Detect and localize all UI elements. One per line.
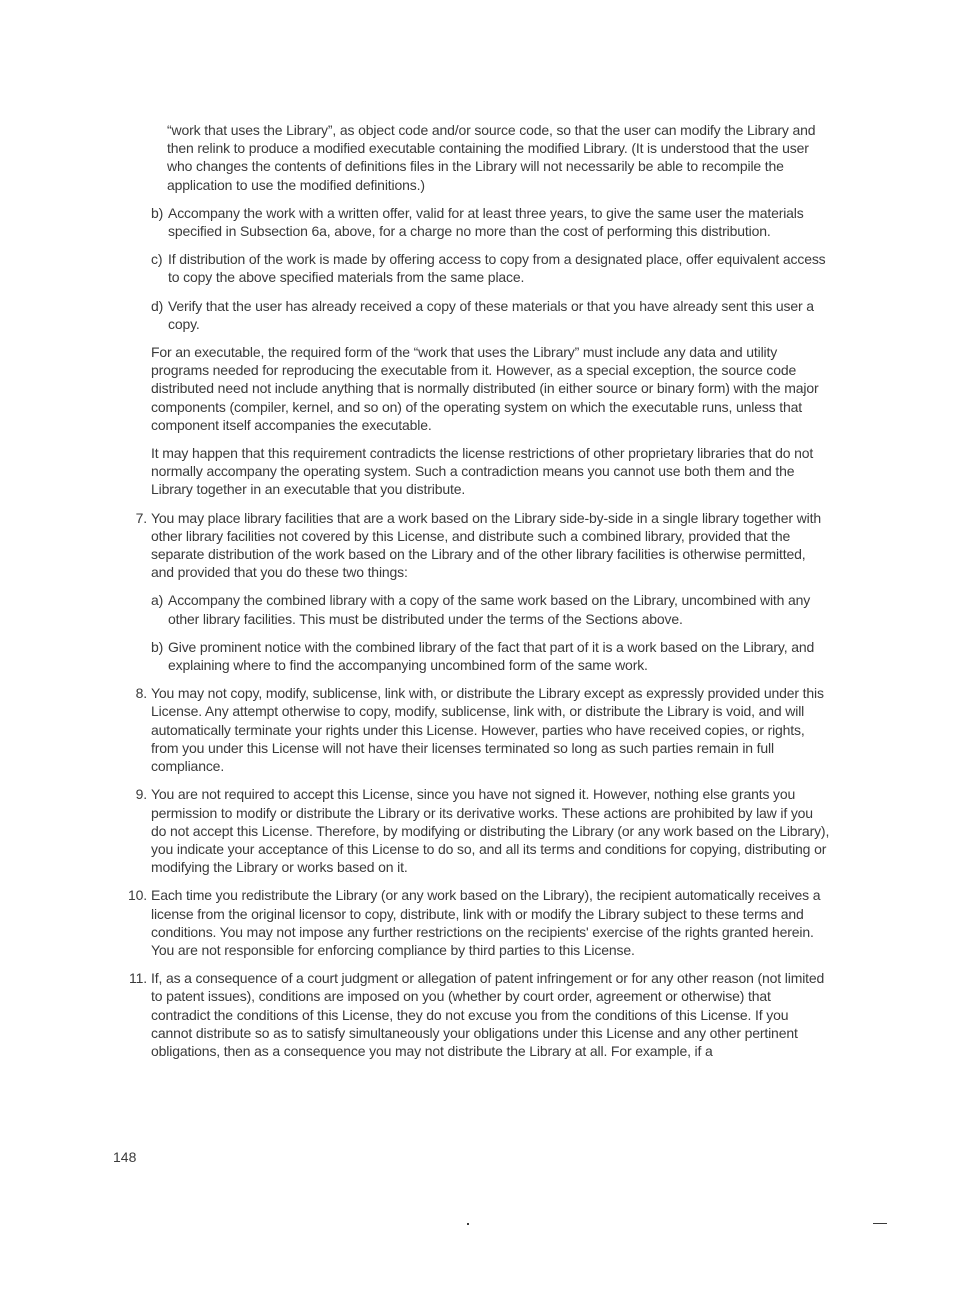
- subsection-text: If distribution of the work is made by offering access to copy from a designated place, offer equivalent access to copy the above specified materials from the same place.: [168, 251, 826, 286]
- section-text: You may place library facilities that are a work based on the Library side-by-side in a single library together with other library facilities not covered by this License, and distribute such a combined library, provided that the separate distribution of the work based on the Library and of the other library facilities is otherwise permitted, and provided that you do these two things:: [151, 509, 821, 581]
- crop-mark: [873, 1223, 887, 1224]
- subsection-text: Accompany the combined library with a copy of the same work based on the Library, uncombined with any other library facilities. This must be distributed under the terms of the Sections above.: [168, 592, 811, 627]
- section-number: 8.: [135, 685, 147, 702]
- page-number: 148: [113, 1149, 137, 1165]
- subsection-marker: c): [151, 251, 163, 268]
- continued-subsection-text: “work that uses the Library”, as object code and/or source code, so that the user can modify the Library and then relink to produce a modified executable containing the modified Library. (It is understood that the user who changes the contents of definitions files in the Library will not necessarily be able to recompile the application to use the modified definitions.): [167, 122, 816, 193]
- section-text: If, as a consequence of a court judgment or allegation of patent infringement or for any other reason (not limited to patent issues), conditions are imposed on you (whether by court order, agreement or otherwise) that contradict the conditions of this License, they do not excuse you from the conditions of this License. If you cannot distribute so as to satisfy simultaneously your obligations under this License and any other pertinent obligations, then as a consequence you may not distribute the Library at all. For example, if a: [151, 970, 825, 1059]
- section-text: Each time you redistribute the Library (or any work based on the Library), the recipient automatically receives a license from the original licensor to copy, distribute, link with or modify the Library subject to these terms and conditions. You may not impose any further restrictions on the recipients' exercise of the rights granted herein. You are not responsible for enforcing compliance by third parties to this License.: [151, 887, 821, 958]
- subsection-marker: a): [151, 592, 164, 609]
- subsection-text: Give prominent notice with the combined library of the fact that part of it is a work based on the Library, and explaining where to find the accompanying uncombined form of the same work.: [168, 638, 815, 674]
- executable-paragraph: For an executable, the required form of the “work that uses the Library” must include any data and utility programs needed for reproducing the executable from it. However, as a special exception, the source code distributed need not include anything that is normally distributed (in either source or binary form) with the major components (compiler, kernel, and so on) of the operating system on which the executable runs, unless that component itself accompanies the executable.: [151, 344, 819, 433]
- section-number: 9.: [135, 786, 147, 803]
- subsection-marker: b): [151, 204, 164, 221]
- section-text: You are not required to accept this License, since you have not signed it. However, nothing else grants you permission to modify or distribute the Library or its derivative works. These actions are prohibited by law if you do not accept this License. Therefore, by modifying or distributing the Library (or any work based on the Library), you indicate your acceptance of this License to do so, and all its terms and conditions for copying, distributing or modifying the Library or works based on it.: [151, 786, 830, 876]
- contradiction-paragraph: It may happen that this requirement contradicts the license restrictions of other proprietary libraries that do not normally accompany the operating system. Such a contradiction means you cannot use both them and the Library together in an executable that you distribute.: [151, 445, 814, 498]
- section-10: [127, 886, 831, 959]
- section-number: 11.: [129, 970, 147, 987]
- subsection-marker: b): [151, 638, 164, 655]
- section-11: [129, 969, 831, 1060]
- subsection-6d: [151, 297, 831, 333]
- subsection-7a: [151, 591, 831, 627]
- section-number: 7.: [135, 509, 147, 526]
- subsection-text: Accompany the work with a written offer, valid for at least three years, to give the same user the materials specified in Subsection 6a, above, for a charge no more than the cost of performing this distribution.: [168, 204, 804, 240]
- section-8: [135, 684, 831, 775]
- crop-mark: [467, 1223, 469, 1225]
- section-text: You may not copy, modify, sublicense, link with, or distribute the Library except as expressly provided under this License. Any attempt otherwise to copy, modify, sublicense, link with, or distribute the Library is void, and will automatically terminate your rights under this License. However, parties who have received copies, or rights, from you under this License will not have their licenses terminated so long as such parties remain in full compliance.: [151, 685, 824, 775]
- license-body: [127, 121, 831, 1070]
- section-7: [135, 509, 831, 582]
- subsection-marker: d): [151, 297, 164, 314]
- subsection-6b: [151, 204, 831, 240]
- subsection-7b: [151, 638, 831, 674]
- section-number: 10.: [127, 887, 147, 904]
- subsection-text: Verify that the user has already received a copy of these materials or that you have already sent this user a copy.: [168, 297, 814, 332]
- subsection-6c: [151, 250, 831, 286]
- section-9: [135, 785, 831, 876]
